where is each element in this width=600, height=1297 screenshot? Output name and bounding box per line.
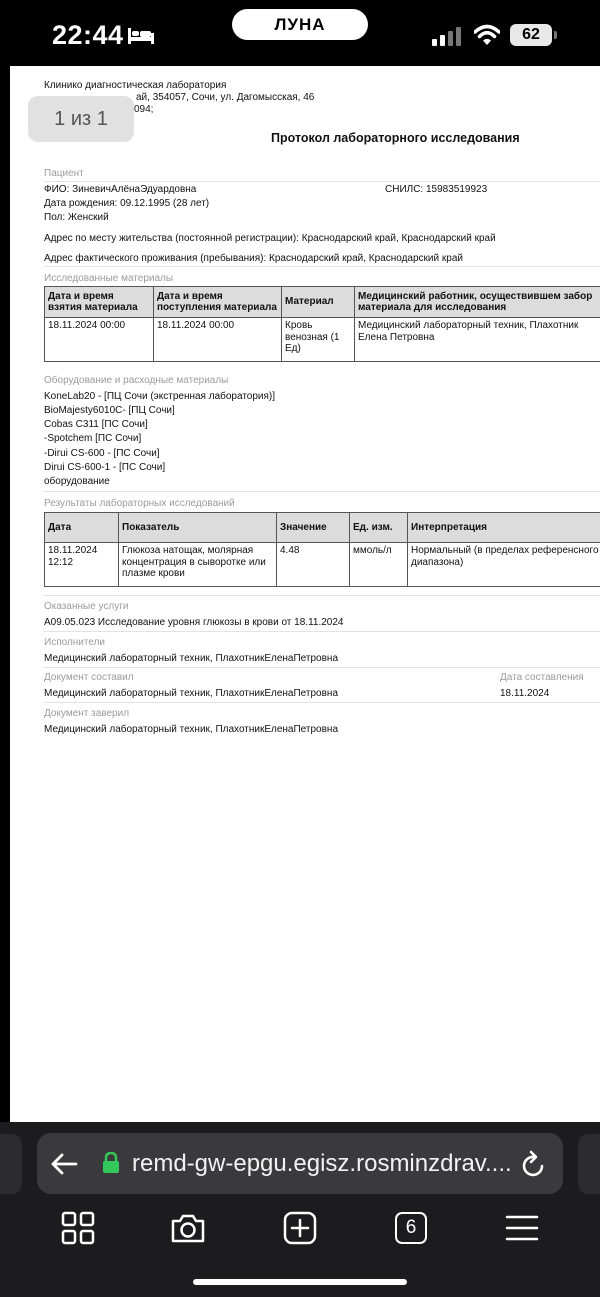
performers-section-label: Исполнители	[44, 637, 106, 648]
table-cell: 18.11.2024 00:00	[154, 318, 282, 362]
materials-table	[44, 286, 600, 362]
patient-snils: СНИЛС: 15983519923	[385, 184, 488, 195]
equipment-item: -Dirui CS-600 - [ПС Сочи]	[44, 448, 160, 459]
grid-menu-icon[interactable]	[60, 1210, 96, 1246]
patient-section-label: Пациент	[44, 168, 84, 179]
table-cell: 4.48	[277, 543, 350, 587]
status-bar	[0, 0, 600, 66]
table-header-cell: Дата	[45, 513, 119, 543]
section-divider	[44, 595, 600, 596]
carrier-pill[interactable]: ЛУНА	[232, 9, 368, 40]
table-cell: Кровь венозная (1 Ед)	[282, 318, 355, 362]
compiled-by: Медицинский лабораторный техник, ПлахотникЕленаПетровна	[44, 688, 339, 699]
battery-tip	[554, 31, 557, 39]
table-header-row	[45, 513, 600, 543]
table-header-cell: Дата и время взятия материала	[45, 287, 154, 318]
section-divider	[44, 667, 600, 668]
table-header-cell: Ед. изм.	[350, 513, 408, 543]
hamburger-menu-icon[interactable]	[504, 1210, 540, 1246]
lock-icon	[102, 1152, 120, 1174]
table-cell: Глюкоза натощак, молярная концентрация в сыворотке или плазме крови	[119, 543, 277, 587]
service-item: A09.05.023 Исследование уровня глюкозы в крови от 18.11.2024	[44, 617, 344, 628]
patient-sex: Пол: Женский	[44, 212, 109, 223]
url-text[interactable]: remd-gw-epgu.egisz.rosminzdrav....	[132, 1150, 512, 1177]
compiled-date-label: Дата составления	[500, 672, 584, 683]
section-divider	[44, 491, 600, 492]
equipment-item: Cobas C311 [ПС Сочи]	[44, 419, 148, 430]
reload-icon[interactable]	[520, 1149, 548, 1179]
table-cell: 18.11.2024 12:12	[45, 543, 119, 587]
back-arrow-icon[interactable]	[50, 1152, 78, 1176]
table-header-cell: Значение	[277, 513, 350, 543]
patient-fio: ФИО: ЗиневичАлёнаЭдуардовна	[44, 184, 197, 195]
certified-section-label: Документ заверил	[44, 708, 130, 719]
table-cell: Медицинский лабораторный техник, Плахотник Елена Петровна	[355, 318, 600, 362]
equipment-item: BioMajesty6010C- [ПЦ Сочи]	[44, 405, 175, 416]
performer: Медицинский лабораторный техник, ПлахотникЕленаПетровна	[44, 653, 339, 664]
services-section-label: Оказанные услуги	[44, 601, 129, 612]
home-indicator[interactable]	[193, 1279, 407, 1285]
table-header-cell: Материал	[282, 287, 355, 318]
address-registration: Адрес по месту жительства (постоянной регистрации): Краснодарский край, Краснодарский край	[44, 233, 496, 244]
lab-address: ай, 354057, Сочи, ул. Дагомысская, 46	[136, 92, 315, 103]
address-actual: Адрес фактического проживания (пребывания): Краснодарский край, Краснодарский край	[44, 253, 463, 264]
certified-by: Медицинский лабораторный техник, ПлахотникЕленаПетровна	[44, 724, 339, 735]
table-cell: 18.11.2024 00:00	[45, 318, 154, 362]
materials-section-label: Исследованные материалы	[44, 273, 174, 284]
compiled-section-label: Документ составил	[44, 672, 134, 683]
equipment-item: KoneLab20 - [ПЦ Сочи (экстренная лаборатория)]	[44, 391, 276, 402]
cellular-signal-icon	[432, 26, 464, 46]
equipment-item: -Spotchem [ПС Сочи]	[44, 433, 142, 444]
equipment-section-label: Оборудование и расходные материалы	[44, 375, 229, 386]
table-header-cell: Медицинский работник, осуществившем забор материала для исследования	[355, 287, 600, 318]
section-divider	[44, 266, 600, 267]
new-tab-icon[interactable]	[282, 1210, 318, 1246]
document-page	[10, 66, 600, 1122]
page-indicator: 1 из 1	[28, 96, 134, 142]
section-divider	[44, 631, 600, 632]
wifi-icon	[474, 24, 500, 46]
document-title: Протокол лабораторного исследования	[271, 131, 520, 145]
lab-phone: 094;	[134, 104, 154, 115]
tabs-count-button[interactable]: 6	[395, 1212, 427, 1244]
equipment-item: оборудование	[44, 476, 110, 487]
results-section-label: Результаты лабораторных исследований	[44, 498, 235, 509]
patient-dob: Дата рождения: 09.12.1995 (28 лет)	[44, 198, 210, 209]
sleep-focus-icon	[128, 26, 154, 44]
table-header-cell: Показатель	[119, 513, 277, 543]
table-row	[45, 543, 600, 587]
results-table	[44, 512, 600, 587]
table-cell: ммоль/л	[350, 543, 408, 587]
section-divider	[44, 181, 600, 182]
table-header-row	[45, 287, 600, 318]
camera-icon[interactable]	[170, 1210, 206, 1246]
lab-name: Клинико диагностическая лаборатория	[44, 80, 227, 91]
equipment-item: Dirui CS-600-1 - [ПС Сочи]	[44, 462, 166, 473]
next-tab-peek[interactable]	[578, 1134, 600, 1194]
table-row	[45, 318, 600, 362]
battery-indicator: 62	[510, 24, 552, 46]
previous-tab-peek[interactable]	[0, 1134, 22, 1194]
table-header-cell: Дата и время поступления материала	[154, 287, 282, 318]
table-header-cell: Интерпретация	[408, 513, 600, 543]
status-time: 22:44	[52, 20, 124, 50]
section-divider	[44, 702, 600, 703]
compiled-date: 18.11.2024	[500, 688, 550, 699]
table-cell: Нормальный (в пределах референсного диапазона)	[408, 543, 600, 587]
